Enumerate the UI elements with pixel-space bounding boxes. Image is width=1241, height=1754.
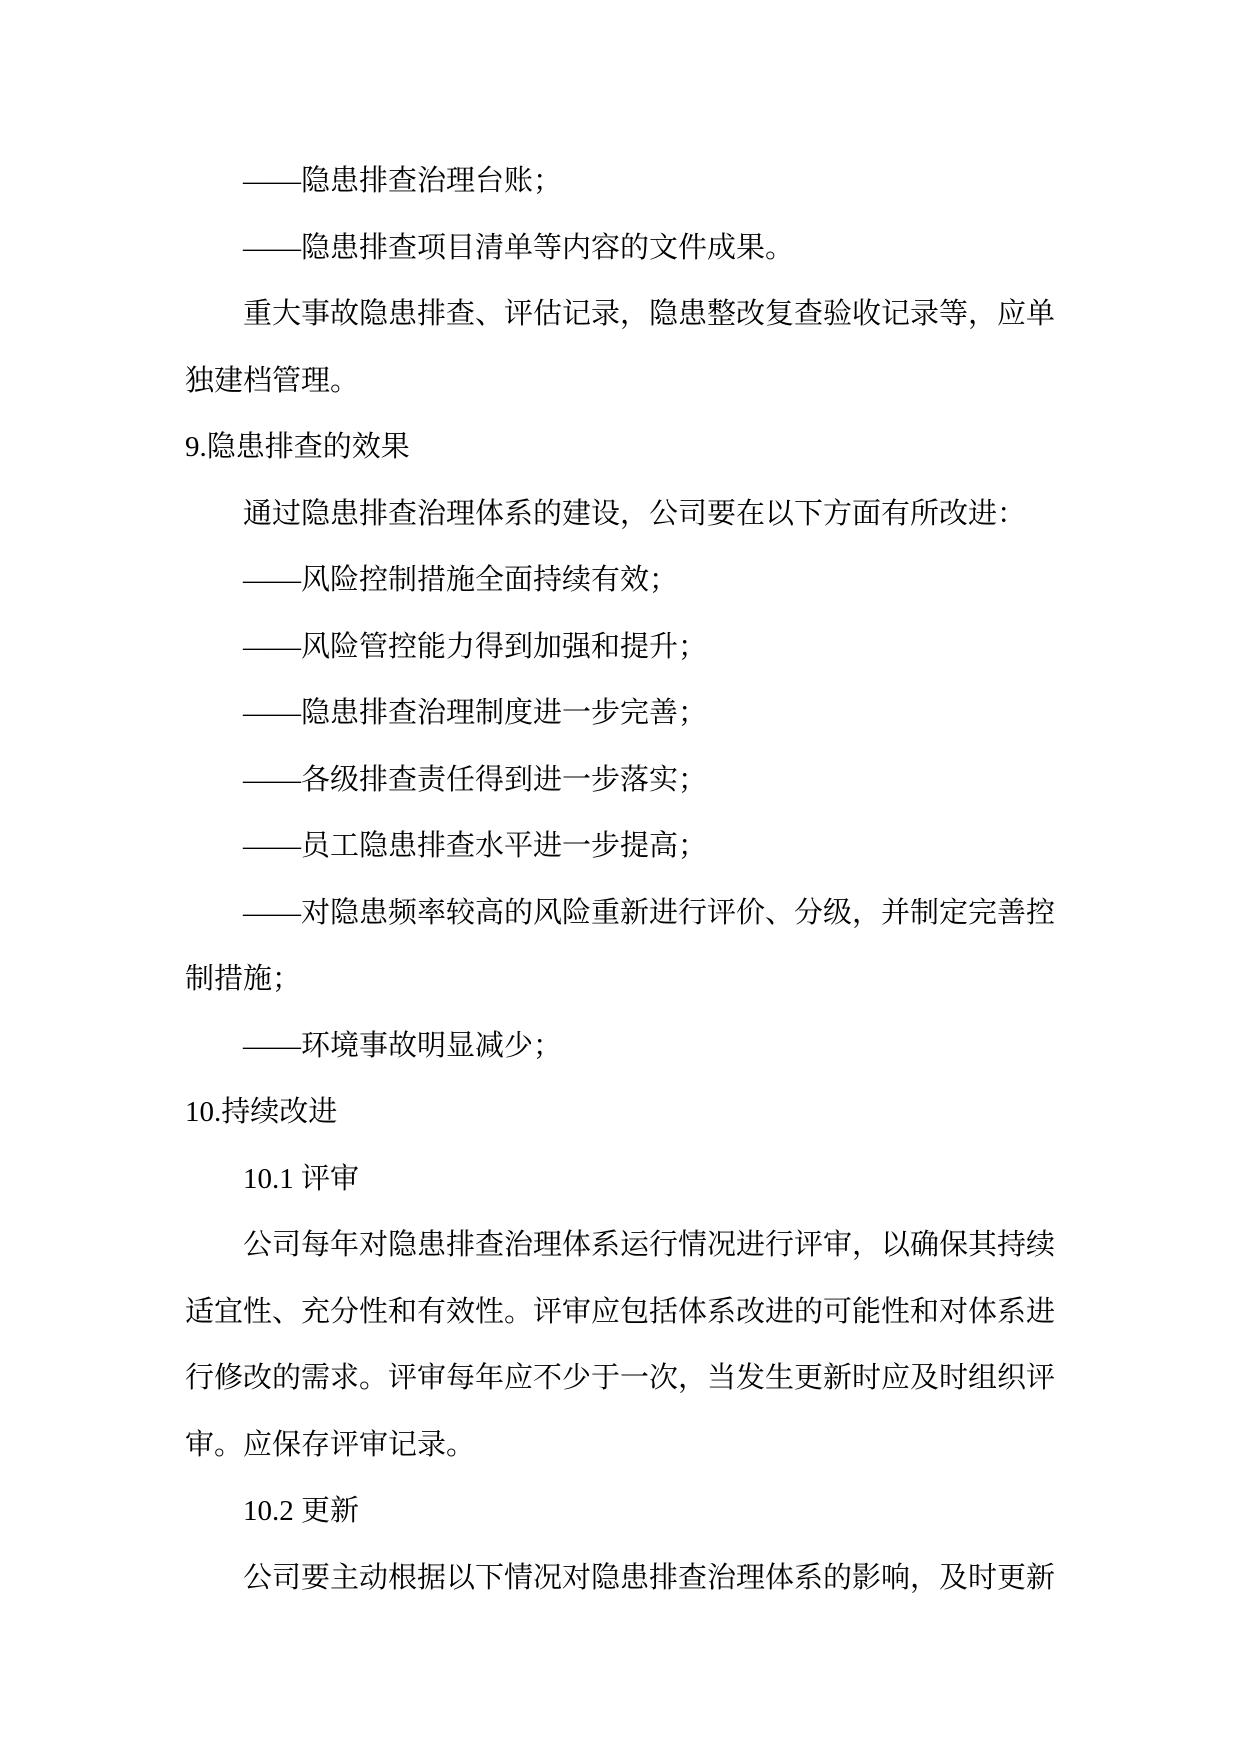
- paragraph-continuation-line: 行修改的需求。评审每年应不少于一次，当发生更新时应及时组织评: [185, 1362, 1056, 1394]
- paragraph-start-line: 通过隐患排查治理体系的建设，公司要在以下方面有所改进：: [243, 497, 1027, 530]
- document-text-block: [185, 148, 1065, 1611]
- section-heading-line: 9.隐患排查的效果: [185, 431, 410, 463]
- paragraph-continuation-line: 制措施；: [185, 963, 302, 995]
- paragraph-start-line: 公司每年对隐患排查治理体系运行情况进行评审，以确保其持续: [243, 1229, 1056, 1261]
- paragraph-continuation-line: 独建档管理。: [185, 364, 360, 397]
- paragraph-continuation-line: 适宜性、充分性和有效性。评审应包括体系改进的可能性和对体系进: [185, 1295, 1056, 1328]
- dash-item-line: ——各级排查责任得到进一步落实；: [243, 763, 708, 796]
- subsection-heading-line: 10.2 更新: [243, 1495, 360, 1527]
- dash-item-line: ——风险管控能力得到加强和提升；: [243, 630, 708, 663]
- paragraph-continuation-line: 审。应保存评审记录。: [185, 1428, 476, 1461]
- dash-item-line: ——对隐患频率较高的风险重新进行评价、分级，并制定完善控: [243, 896, 1056, 929]
- section-heading-line: 10.持续改进: [185, 1096, 338, 1128]
- dash-item-line: ——隐患排查项目清单等内容的文件成果。: [243, 231, 795, 264]
- paragraph-start-line: 公司要主动根据以下情况对隐患排查治理体系的影响，及时更新: [243, 1561, 1056, 1594]
- dash-item-line: ——员工隐患排查水平进一步提高；: [243, 830, 708, 862]
- dash-item-line: ——风险控制措施全面持续有效；: [243, 564, 679, 596]
- paragraph-start-line: 重大事故隐患排查、评估记录，隐患整改复查验收记录等，应单: [243, 298, 1056, 330]
- dash-item-line: ——隐患排查治理台账；: [243, 165, 563, 197]
- dash-item-line: ——环境事故明显减少；: [243, 1029, 563, 1062]
- dash-item-line: ——隐患排查治理制度进一步完善；: [243, 697, 708, 729]
- subsection-heading-line: 10.1 评审: [243, 1162, 360, 1195]
